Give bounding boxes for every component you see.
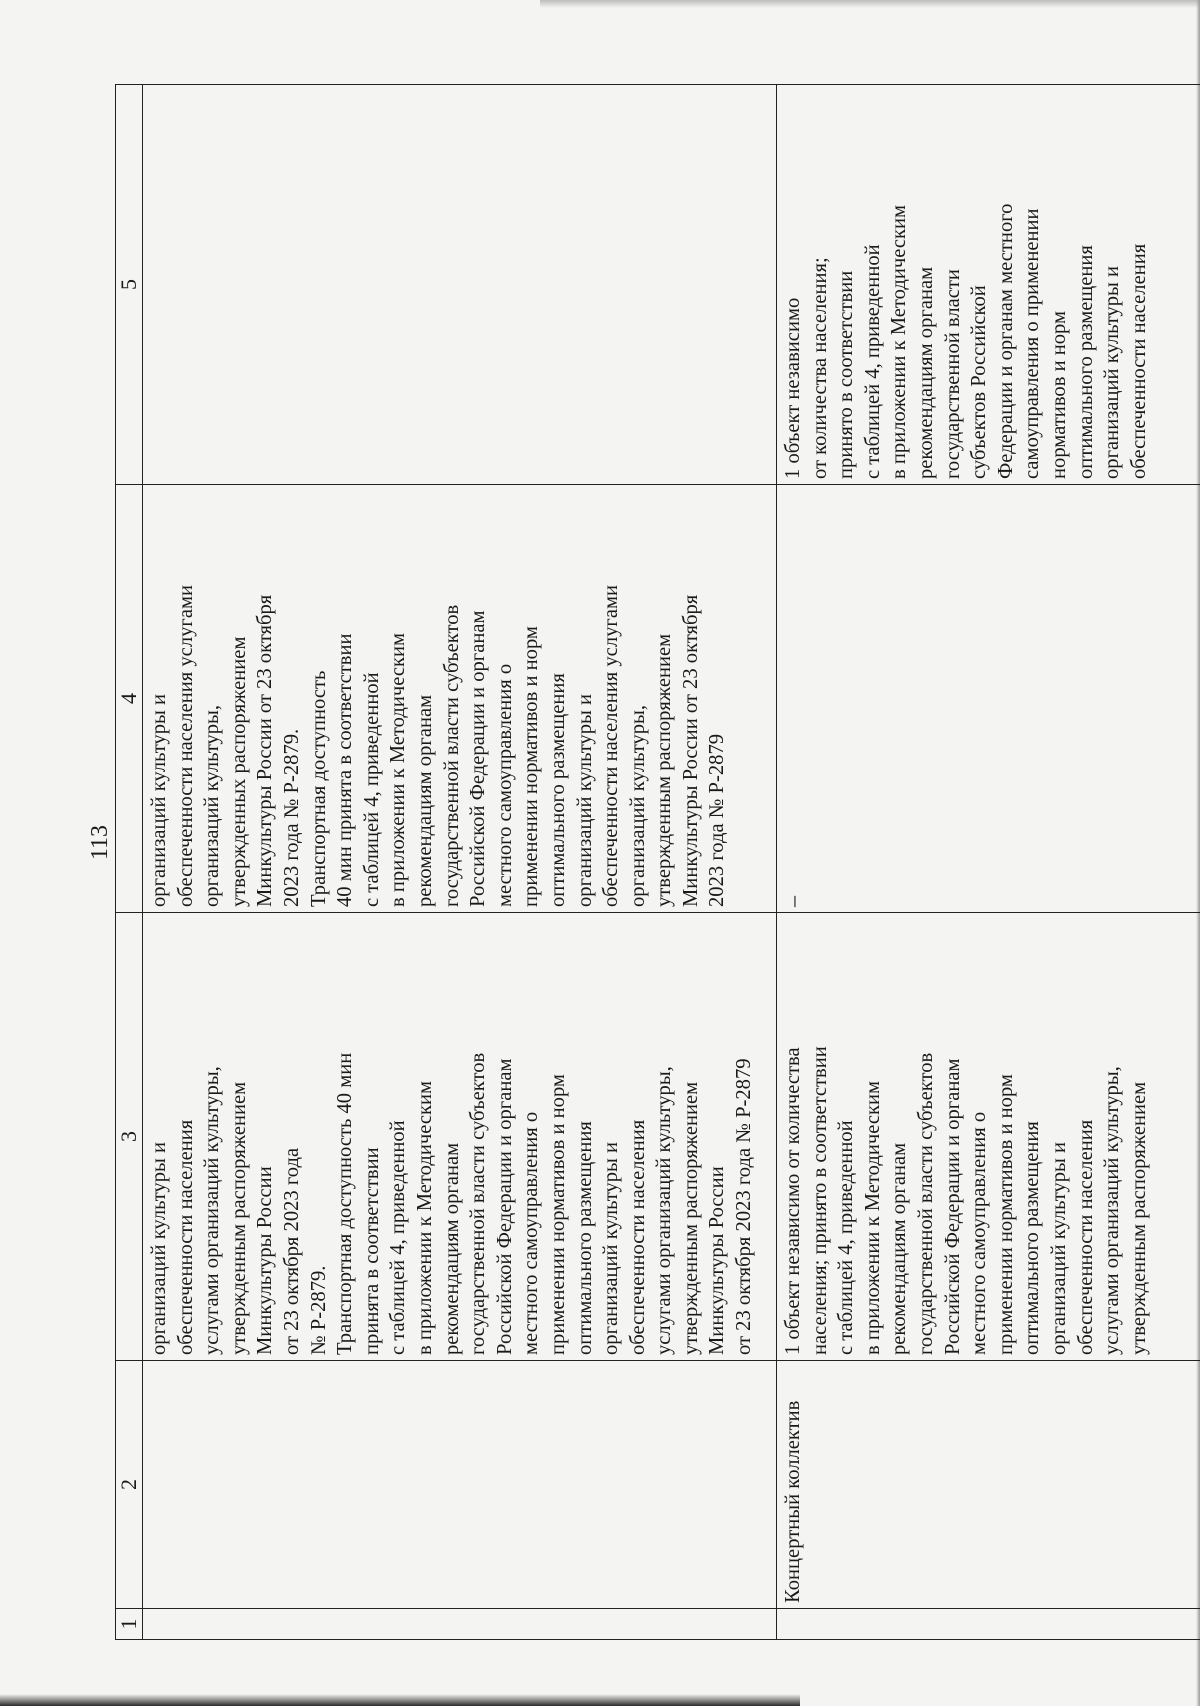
row2-col1-cell (777, 1609, 1200, 1640)
row2-col3-cell (777, 913, 1200, 1361)
row2-object-name: Концертный коллектив (782, 1400, 804, 1603)
header-cell-5: 5 (116, 85, 143, 485)
row2-col3-text: 1 объект независимо от количества населения; принято в соответствии с таблицей 4, приведенной в приложении к Методическим рекомендациям органам государственной власти субъектов Российской Федерации и органам местного самоуправления о применении нормативов и норм оптимального размещения организаций культуры и обеспеченности населения услугами организаций культуры, утвержденным распоряжением (782, 1046, 1150, 1355)
row1-col5-cell (143, 85, 777, 485)
rotated-sheet (115, 85, 1200, 1640)
row1-col4-text: организаций культуры и обеспеченности населения услугами организаций культуры, утвержденных распоряжением Минкультуры России от 23 октября 2023 года № Р-2879. Транспортная доступность 40 мин принята в соответствии с таблицей 4, приведенной в приложении к Методическим рекомендациям органам государственной власти субъектов Российской Федерации и органам местного самоуправления о применении нормативов и норм оптимального размещения организаций культуры и обеспеченности населения услугами организаций культуры, утвержденным распоряжением Минкультуры России от 23 октября 2023 года № Р-2879 (148, 584, 729, 907)
page-number: 113 (87, 824, 114, 860)
row1-col2-cell (143, 1361, 777, 1609)
header-cell-3: 3 (116, 913, 143, 1361)
header-cell-1: 1 (116, 1609, 143, 1640)
row2-col4-cell (777, 485, 1200, 913)
norms-table (115, 84, 1200, 1640)
scan-edge-bottom (0, 1694, 800, 1706)
row2-col2-cell (777, 1361, 1200, 1609)
table-row (143, 85, 777, 1640)
row1-col3-text: организаций культуры и обеспеченности населения услугами организаций культуры, утвержденным распоряжением Минкультуры России от 23 октября 2023 года № Р-2879. Транспортная доступность 40 мин принята в соответствии с таблицей 4, приведенной в приложении к Методическим рекомендациям органам государственной власти субъектов Российской Федерации и органам местного самоуправления о применении нормативов и норм оптимального размещения организаций культуры и обеспеченности населения услугами организаций культуры, утвержденным распоряжением Минкультуры России от 23 октября 2023 года № Р-2879 (148, 1052, 756, 1355)
table-row (777, 85, 1200, 1640)
row2-col5-cell (777, 85, 1200, 485)
header-row (116, 85, 143, 1640)
row1-col3-cell (143, 913, 777, 1361)
header-cell-4: 4 (116, 485, 143, 913)
row1-col4-cell (143, 485, 777, 913)
row1-col1-cell (143, 1609, 777, 1640)
scan-edge-top (540, 0, 1200, 8)
row2-col5-text: 1 объект независимо от количества населения; принято в соответствии с таблицей 4, приведенной в приложении к Методическим рекомендациям органам государственной власти субъектов Российской Федерации и органам местного самоуправления о применении нормативов и норм оптимального размещения организаций культуры и обеспеченности населения (782, 203, 1150, 479)
header-cell-2: 2 (116, 1361, 143, 1609)
row2-col4-dash: – (780, 896, 805, 907)
